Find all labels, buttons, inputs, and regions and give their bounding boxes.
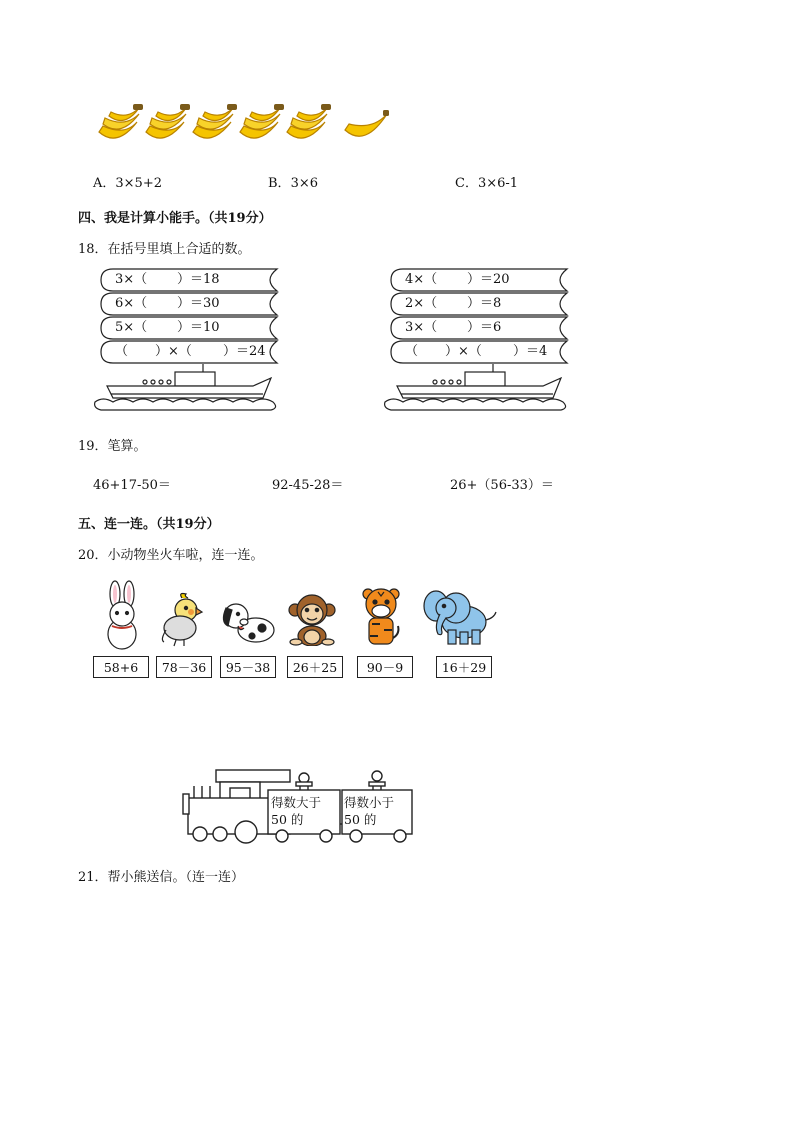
banana-bunch-icon [99, 104, 143, 138]
banana-bunch-icon [193, 104, 237, 138]
option-c[interactable] [455, 172, 518, 191]
dog-icon [218, 596, 278, 646]
banana-row [95, 100, 395, 150]
train [180, 768, 420, 848]
equation-row: 3×（ ）＝6 [405, 320, 502, 335]
rabbit-icon [100, 580, 144, 650]
section-heading: 五、连一连。（共19分） [78, 517, 220, 532]
expression-box[interactable]: 78－36 [156, 656, 212, 678]
boat-right [383, 268, 573, 418]
equation-row: 6×（ ）＝30 [115, 296, 220, 311]
boat-left [93, 268, 283, 418]
option-text: 3×6 [290, 176, 318, 191]
calculation-item: 26+（56-33）＝ [450, 478, 554, 493]
equation-row: 4×（ ）＝20 [405, 272, 510, 287]
monkey-icon [287, 592, 337, 646]
option-text: 3×5+2 [115, 176, 162, 191]
option-text: 3×6-1 [477, 176, 519, 191]
question-title: 18．在括号里填上合适的数。 [78, 242, 251, 257]
equation-row: 2×（ ）＝8 [405, 296, 502, 311]
question-title: 20．小动物坐火车啦，连一连。 [78, 548, 264, 563]
section-heading: 四、我是计算小能手。（共19分） [78, 211, 272, 226]
calculation-item: 46+17-50＝ [93, 478, 171, 493]
equation-row: （ ）×（ ）＝4 [405, 344, 548, 359]
expression-box[interactable]: 58+6 [93, 656, 149, 678]
banana-bunch-icon [240, 104, 284, 138]
equation-row: 5×（ ）＝10 [115, 320, 220, 335]
equation-row: （ ）×（ ）＝24 [115, 344, 266, 359]
bird-icon [158, 592, 208, 648]
option-letter: C． [455, 176, 478, 191]
train-car-label: 得数大于 50 的 [271, 795, 322, 827]
train-car-label: 得数小于 50 的 [344, 795, 395, 827]
banana-bunch-icon [146, 104, 190, 138]
option-a[interactable] [93, 172, 162, 191]
expression-box[interactable]: 16＋29 [436, 656, 492, 678]
expression-box[interactable]: 90－9 [357, 656, 413, 678]
option-letter: A． [93, 176, 116, 191]
equation-row: 3×（ ）＝18 [115, 272, 220, 287]
expression-box[interactable]: 95－38 [220, 656, 276, 678]
tiger-icon [360, 586, 402, 648]
question-title: 21．帮小熊送信。（连一连） [78, 870, 245, 885]
question-title: 19．笔算。 [78, 439, 147, 454]
calculation-item: 92-45-28＝ [272, 478, 344, 493]
elephant-icon [420, 586, 500, 648]
single-banana-icon [345, 110, 389, 136]
option-b[interactable] [268, 172, 318, 191]
banana-bunch-icon [287, 104, 331, 138]
option-letter: B． [268, 176, 291, 191]
expression-box[interactable]: 26＋25 [287, 656, 343, 678]
